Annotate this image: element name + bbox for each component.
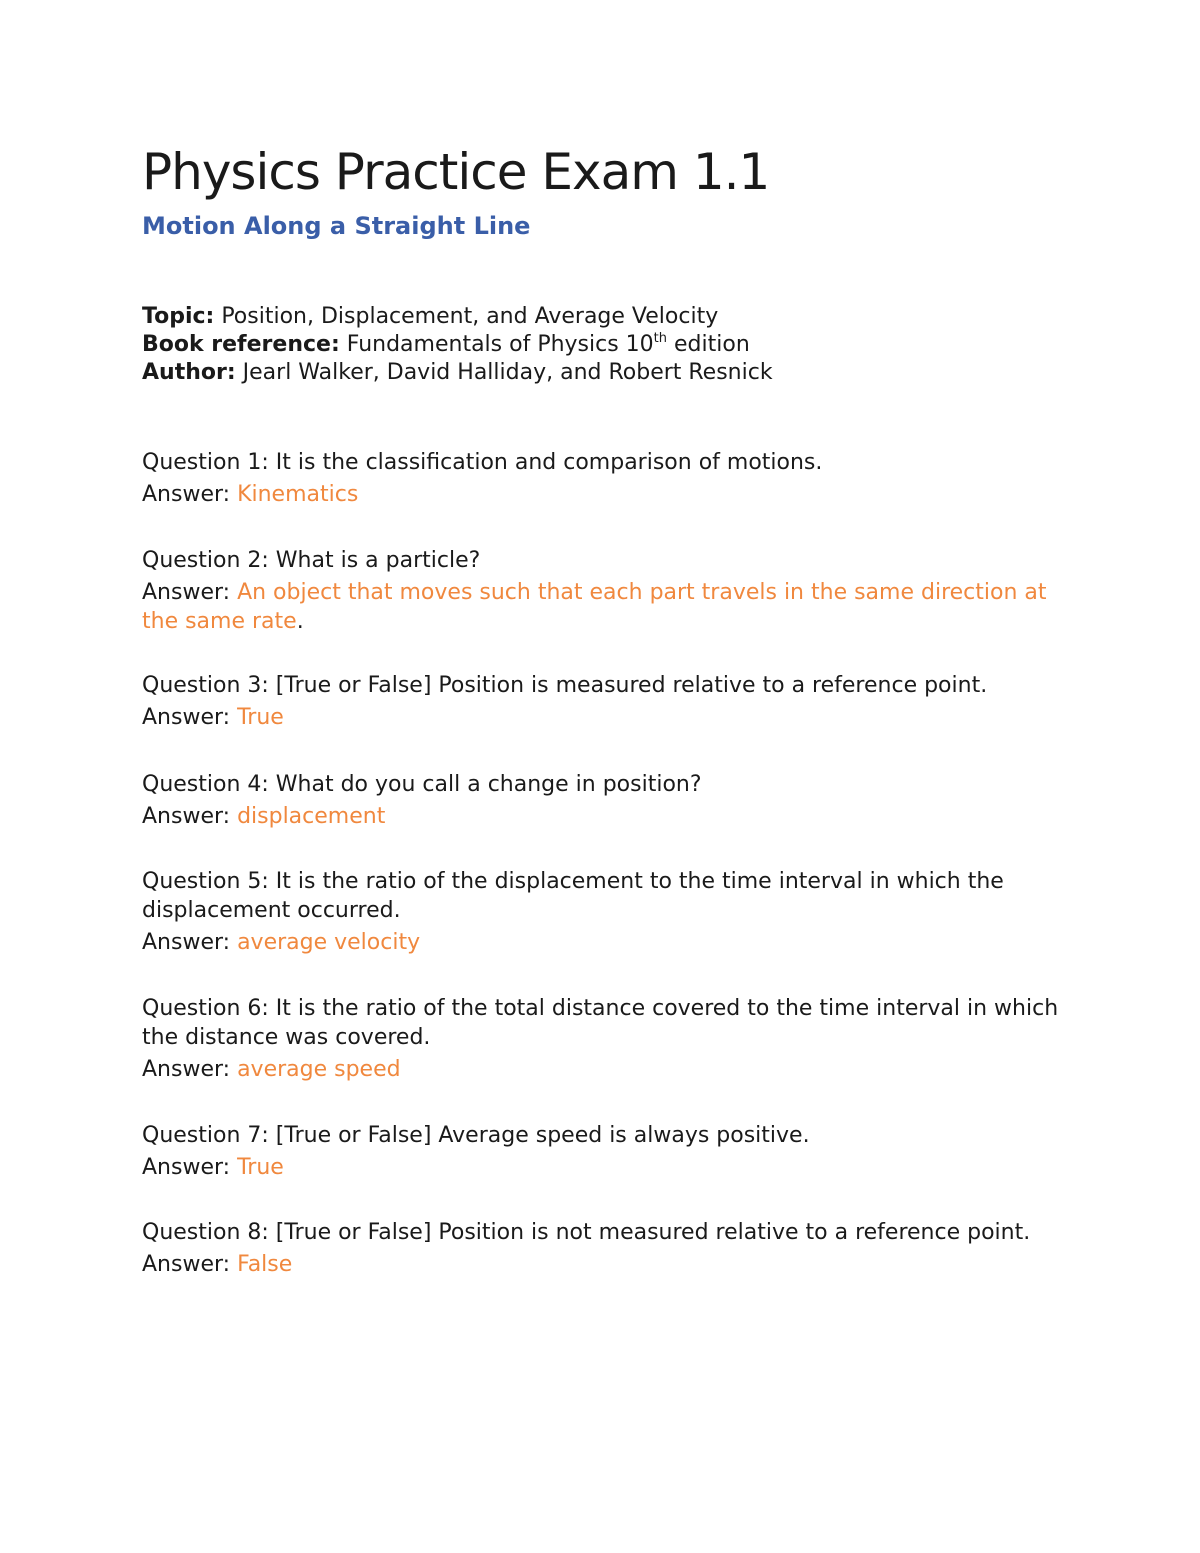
answer-line bbox=[142, 1153, 1072, 1182]
answer-text: Kinematics bbox=[237, 482, 359, 507]
answer-line bbox=[142, 480, 1072, 509]
question-text: Question 6: It is the ratio of the total distance covered to the time interval in which the distance was covered. bbox=[142, 996, 1059, 1050]
answer-text: True bbox=[237, 705, 284, 730]
author-label: Author: bbox=[142, 360, 236, 385]
topic-value: Position, Displacement, and Average Velocity bbox=[221, 304, 719, 329]
question-text: Question 3: [True or False] Position is measured relative to a reference point. bbox=[142, 673, 988, 698]
answer-line bbox=[142, 578, 1072, 636]
question-text: Question 1: It is the classification and comparison of motions. bbox=[142, 450, 823, 475]
page-title: Physics Practice Exam 1.1 bbox=[142, 143, 770, 201]
author-value: Jearl Walker, David Halliday, and Robert Resnick bbox=[242, 360, 773, 385]
answer-text: displacement bbox=[237, 804, 386, 829]
answer-text: average velocity bbox=[237, 930, 421, 955]
answer-label: Answer: bbox=[142, 930, 231, 955]
question-text: Question 4: What do you call a change in position? bbox=[142, 772, 702, 797]
exam-metadata bbox=[142, 303, 773, 387]
book-reference-line bbox=[142, 331, 773, 359]
answer-label: Answer: bbox=[142, 482, 231, 507]
question-text: Question 7: [True or False] Average speed is always positive. bbox=[142, 1123, 810, 1148]
answer-line bbox=[142, 1250, 1072, 1279]
answer-line bbox=[142, 928, 1072, 957]
answer-line bbox=[142, 1055, 1072, 1084]
book-reference-value: Fundamentals of Physics 10 bbox=[346, 332, 654, 357]
answer-text: True bbox=[237, 1155, 284, 1180]
answer-line bbox=[142, 802, 1072, 831]
answer-label: Answer: bbox=[142, 1057, 231, 1082]
answer-label: Answer: bbox=[142, 1155, 231, 1180]
author-line bbox=[142, 359, 773, 387]
book-edition-superscript: th bbox=[653, 331, 668, 346]
question-text: Question 2: What is a particle? bbox=[142, 548, 481, 573]
question-block bbox=[142, 671, 1072, 732]
answer-line bbox=[142, 703, 1072, 732]
book-reference-label: Book reference: bbox=[142, 332, 340, 357]
question-block bbox=[142, 448, 1072, 509]
answer-label: Answer: bbox=[142, 705, 231, 730]
page-subtitle: Motion Along a Straight Line bbox=[142, 212, 531, 240]
answer-text: An object that moves such that each part travels in the same direction at the same rate bbox=[142, 580, 1047, 634]
answer-label: Answer: bbox=[142, 1252, 231, 1277]
question-text: Question 5: It is the ratio of the displacement to the time interval in which the displacement occurred. bbox=[142, 869, 1004, 923]
question-text: Question 8: [True or False] Position is not measured relative to a reference point. bbox=[142, 1220, 1031, 1245]
question-block bbox=[142, 1121, 1072, 1182]
book-edition-suffix: edition bbox=[674, 332, 750, 357]
answer-text: False bbox=[237, 1252, 293, 1277]
answer-text: average speed bbox=[237, 1057, 401, 1082]
topic-label: Topic: bbox=[142, 304, 215, 329]
question-block bbox=[142, 770, 1072, 831]
answer-label: Answer: bbox=[142, 804, 231, 829]
question-block bbox=[142, 867, 1072, 957]
answer-suffix: . bbox=[296, 609, 304, 634]
topic-line bbox=[142, 303, 773, 331]
question-block bbox=[142, 994, 1072, 1084]
answer-label: Answer: bbox=[142, 580, 231, 605]
question-block bbox=[142, 546, 1072, 636]
question-block bbox=[142, 1218, 1072, 1279]
